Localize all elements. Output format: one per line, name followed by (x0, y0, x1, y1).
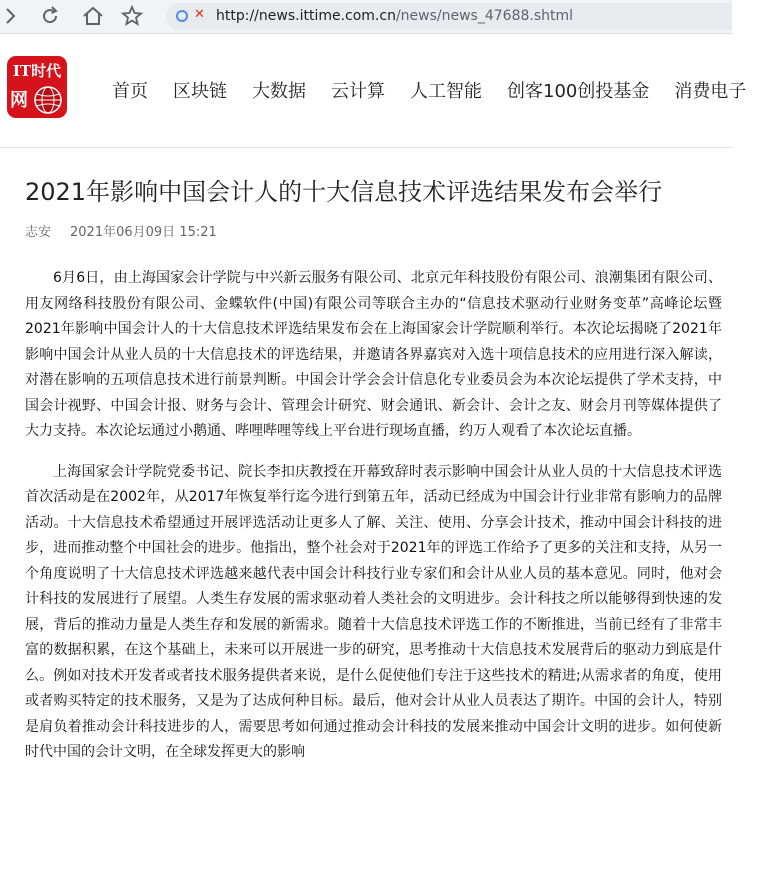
logo-text-bottom: 网 (10, 90, 28, 111)
url-host: http://news.ittime.com.cn (216, 8, 396, 24)
globe-icon (33, 85, 63, 115)
nav-item-maker-fund[interactable]: 创客100创投基金 (507, 81, 650, 102)
url-text (216, 8, 573, 24)
article-body (25, 266, 722, 781)
nav-item-ai[interactable]: 人工智能 (410, 81, 482, 102)
site-info-icon[interactable] (176, 10, 188, 22)
home-icon[interactable] (81, 4, 105, 28)
site-logo[interactable] (7, 56, 67, 118)
nav-item-blockchain[interactable]: 区块链 (173, 81, 227, 102)
url-path: /news/news_47688.shtml (395, 8, 574, 24)
address-bar[interactable] (166, 3, 732, 30)
article-paragraph: 上海国家会计学院党委书记、院长李扣庆教授在开幕致辞时表示影响中国会计从业人员的十大信息技术评选首次活动是在2002年，从2017年恢复举行迄今进行到第五年，活动已经成为中国会计行业非常有影响力的品牌活动。十大信息技术希望通过开展评选活动让更多人了解、关注、使用、分享会计技术，推动中国会计科技的进步，进而推动整个中国社会的进步。他指出，整个社会对于2021年的评选工作给予了更多的关注和支持，从另一个角度说明了十大信息技术评选越来越代表中国会计科技行业专家们和会计从业人员的基本意见。同时，他对会计科技的发展进行了展望。人类生存发展的需求驱动着人类社会的文明进步。会计科技之所以能够得到快速的发展，背后的推动力量是人类生存和发展的新需求。随着十大信息技术评选工作的不断推进，当前已经有了非常丰富的数据积累，在这个基础上，未来可以开展进一步的研究，思考推动十大信息技术发展背后的驱动力到底是什么。例如对技术开发者或者技术服务提供者来说，是什么促使他们专注于这些技术的精进;从需求者的角度，使用或者购买特定的技术服务，又是为了达成何种目标。最后，他对会计从业人员表达了期许。中国的会计人，特别是肩负着推动会计科技进步的人，需要思考如何通过推动会计科技的发展来推动中国会计文明的进步。如何使新时代中国的会计文明，在全球发挥更大的影响 (25, 463, 722, 760)
site-header (0, 35, 747, 148)
nav-item-consumer-electronics[interactable]: 消费电子 (674, 81, 747, 102)
browser-toolbar (0, 0, 732, 34)
reload-icon[interactable] (38, 4, 62, 28)
article-date: 2021年06月09日 15:21 (70, 225, 217, 240)
not-secure-icon: ✕ (194, 7, 205, 22)
article-title: 2021年影响中国会计人的十大信息技术评选结果发布会举行 (25, 178, 663, 206)
forward-icon[interactable] (2, 4, 26, 28)
article-author[interactable]: 志安 (25, 225, 52, 240)
logo-text-top: IT时代 (12, 62, 62, 80)
nav-item-home[interactable]: 首页 (112, 81, 148, 102)
nav-item-big-data[interactable]: 大数据 (252, 81, 306, 102)
article-paragraph: 6月6日，由上海国家会计学院与中兴新云服务有限公司、北京元年科技股份有限公司、浪潮集团有限公司、用友网络科技股份有限公司、金蝶软件(中国)有限公司等联合主办的“信息技术驱动行业财务变革”高峰论坛暨2021年影响中国会计人的十大信息技术评选结果发布会在上海国家会计学院顺利举行。本次论坛揭晓了2021年影响中国会计从业人员的十大信息技术的评选结果，并邀请各界嘉宾对入选十项信息技术的应用进行深入解读，对潜在影响的五项信息技术进行前景判断。中国会计学会会计信息化专业委员会为本次论坛提供了学术支持，中国会计视野、中国会计报、财务与会计、管理会计研究、财会通讯、新会计、会计之友、财会月刊等媒体提供了大力支持。本次论坛通过小鹅通、哔哩哔哩等线上平台进行现场直播，约万人观看了本次论坛直播。 (25, 270, 722, 439)
star-bookmark-icon[interactable] (120, 4, 144, 28)
main-nav (112, 77, 771, 103)
article-meta (25, 221, 217, 240)
nav-item-cloud[interactable]: 云计算 (331, 81, 385, 102)
